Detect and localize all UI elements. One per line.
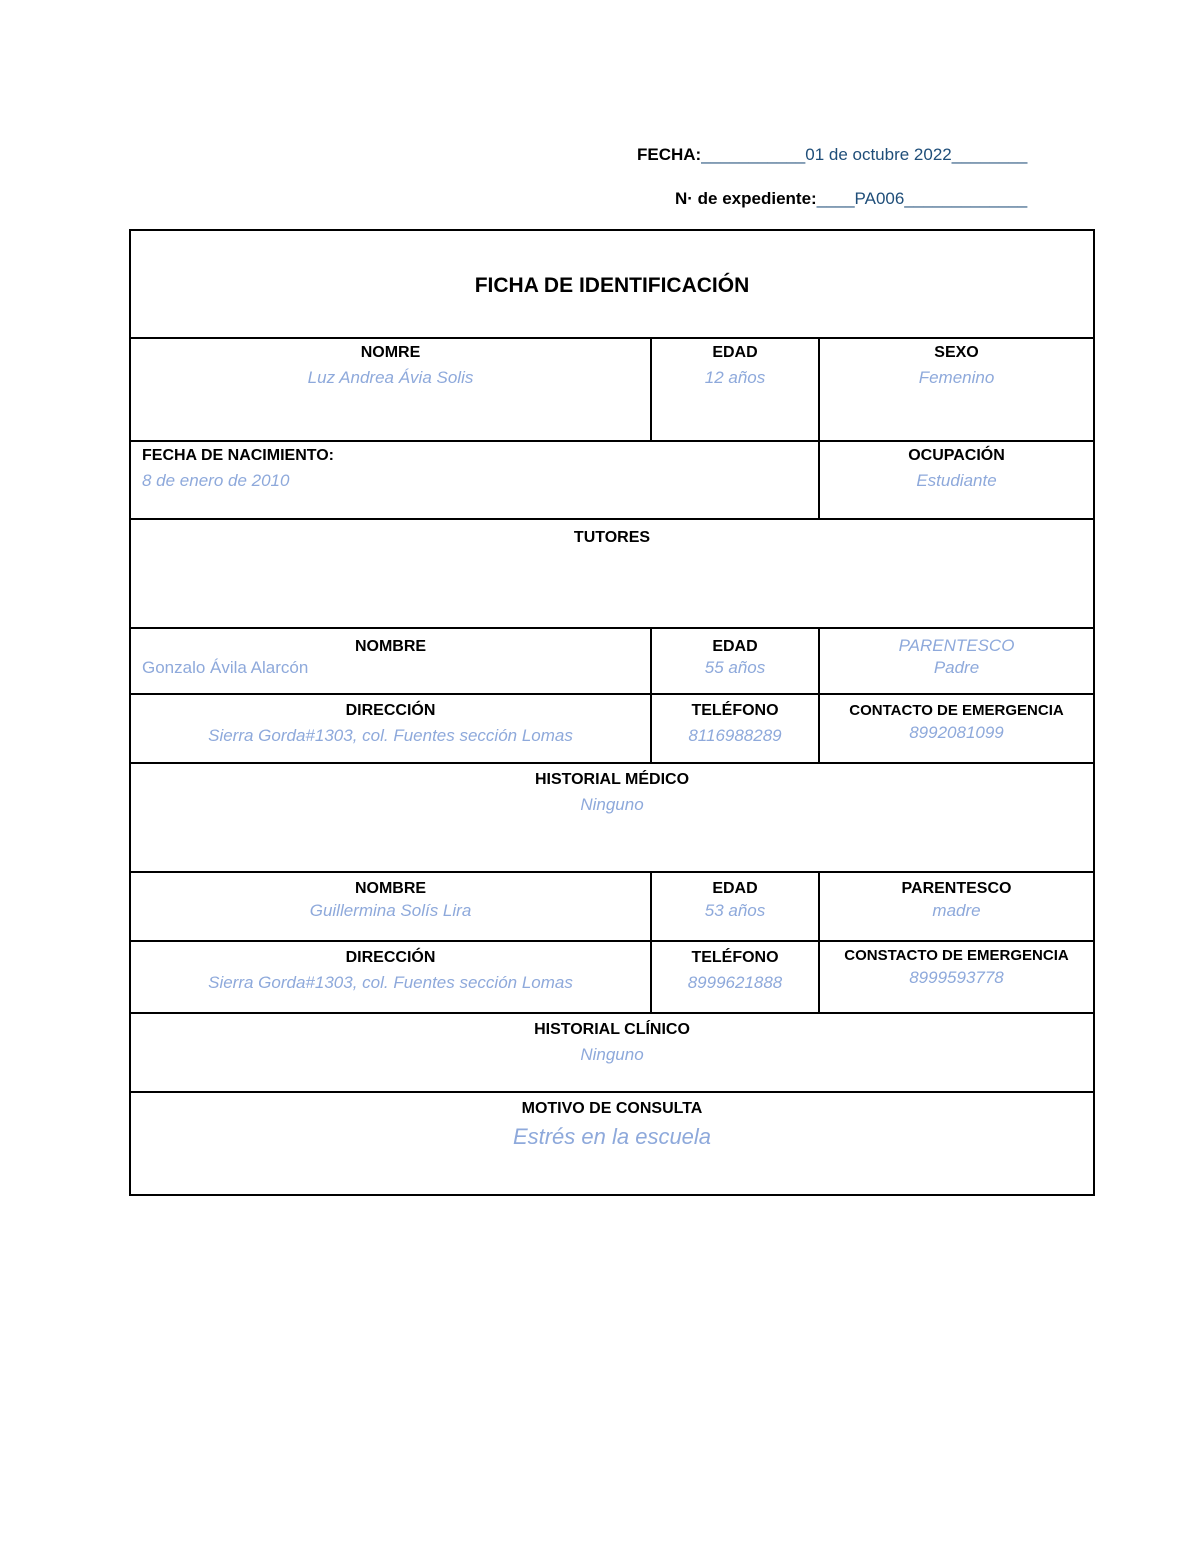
tutor2-relation-label: PARENTESCO [901,880,1012,897]
reason-cell [130,1092,1094,1195]
occupation-label: OCUPACIÓN [908,447,1005,464]
tutors-label: TUTORES [573,529,651,546]
tutor1-address-cell [130,694,651,763]
tutor1-name: Gonzalo Ávila Alarcón [142,658,309,677]
tutor1-emergency-label: CONTACTO DE EMERGENCIA [849,702,1064,719]
tutor2-relation: madre [932,901,981,920]
clinical-history-label: HISTORIAL CLÍNICO [534,1021,690,1038]
patient-age-label: EDAD [712,344,758,361]
tutor1-relation-cell [819,628,1094,694]
expediente-value: PA006 [854,189,905,208]
occupation: Estudiante [916,471,997,490]
reason-label: MOTIVO DE CONSULTA [521,1100,703,1117]
patient-name-label: NOMRE [360,344,421,361]
tutors-cell [130,519,1094,628]
patient-sex: Femenino [918,368,995,387]
patient-sex-cell [819,338,1094,441]
tutor2-emergency-cell [819,941,1094,1013]
tutor2-age-cell [651,872,819,941]
medical-history-label: HISTORIAL MÉDICO [534,771,690,788]
birth-date-cell [130,441,819,519]
tutor1-relation: Padre [933,658,980,677]
fecha-pre-underline: ___________ [701,145,806,164]
tutor1-address: Sierra Gorda#1303, col. Fuentes sección Lomas [208,726,573,745]
expediente-label: N· de expediente: [675,189,817,208]
reason: Estrés en la escuela [512,1124,712,1149]
form-title: FICHA DE IDENTIFICACIÓN [130,230,1094,338]
clinical-history-cell [130,1013,1094,1092]
tutor1-relation-label: PARENTESCO [898,636,1015,655]
patient-sex-label: SEXO [934,344,979,361]
fecha-label: FECHA: [637,145,702,164]
tutor1-name-cell [130,628,651,694]
tutor1-phone: 8116988289 [688,726,782,745]
tutor2-age: 53 años [704,901,766,920]
birth-date: 8 de enero de 2010 [142,471,290,490]
tutor2-name-label: NOMBRE [354,880,427,897]
tutor2-address-label: DIRECCIÓN [345,949,436,966]
patient-age-cell [651,338,819,441]
tutor2-emergency: 8999593778 [909,968,1004,987]
tutor1-address-label: DIRECCIÓN [345,702,436,719]
tutor2-phone-cell [651,941,819,1013]
patient-name: Luz Andrea Ávia Solis [307,368,474,387]
tutor1-emergency: 8992081099 [909,723,1004,742]
tutor1-phone-label: TELÉFONO [691,702,779,719]
tutor1-phone-cell [651,694,819,763]
patient-age: 12 años [704,368,766,387]
tutor2-address: Sierra Gorda#1303, col. Fuentes sección Lomas [208,973,573,992]
tutor1-name-label: NOMBRE [354,638,427,655]
expediente-post-underline: _____________ [904,189,1028,208]
tutor2-emergency-label: CONSTACTO DE EMERGENCIA [844,947,1069,964]
tutor2-phone: 8999621888 [687,973,783,992]
tutor1-emergency-cell [819,694,1094,763]
patient-name-cell [130,338,651,441]
birth-date-label: FECHA DE NACIMIENTO: [142,447,334,464]
medical-history-cell [130,763,1094,872]
expediente-line [675,189,1027,209]
tutor2-phone-label: TELÉFONO [691,949,779,966]
expediente-pre-underline: ____ [816,189,855,208]
tutor1-age-cell [651,628,819,694]
tutor2-address-cell [130,941,651,1013]
fecha-line [637,145,1027,165]
medical-history: Ninguno [580,795,644,814]
tutor1-age-label: EDAD [712,638,758,655]
tutor1-age: 55 años [704,658,766,677]
tutor2-age-label: EDAD [712,880,758,897]
clinical-history: Ninguno [580,1045,644,1064]
identification-form [129,229,1095,1196]
tutor2-name: Guillermina Solís Lira [309,901,472,920]
tutor2-relation-cell [819,872,1094,941]
fecha-post-underline: ________ [951,145,1028,164]
occupation-cell [819,441,1094,519]
fecha-value: 01 de octubre 2022 [805,145,952,164]
tutor2-name-cell [130,872,651,941]
